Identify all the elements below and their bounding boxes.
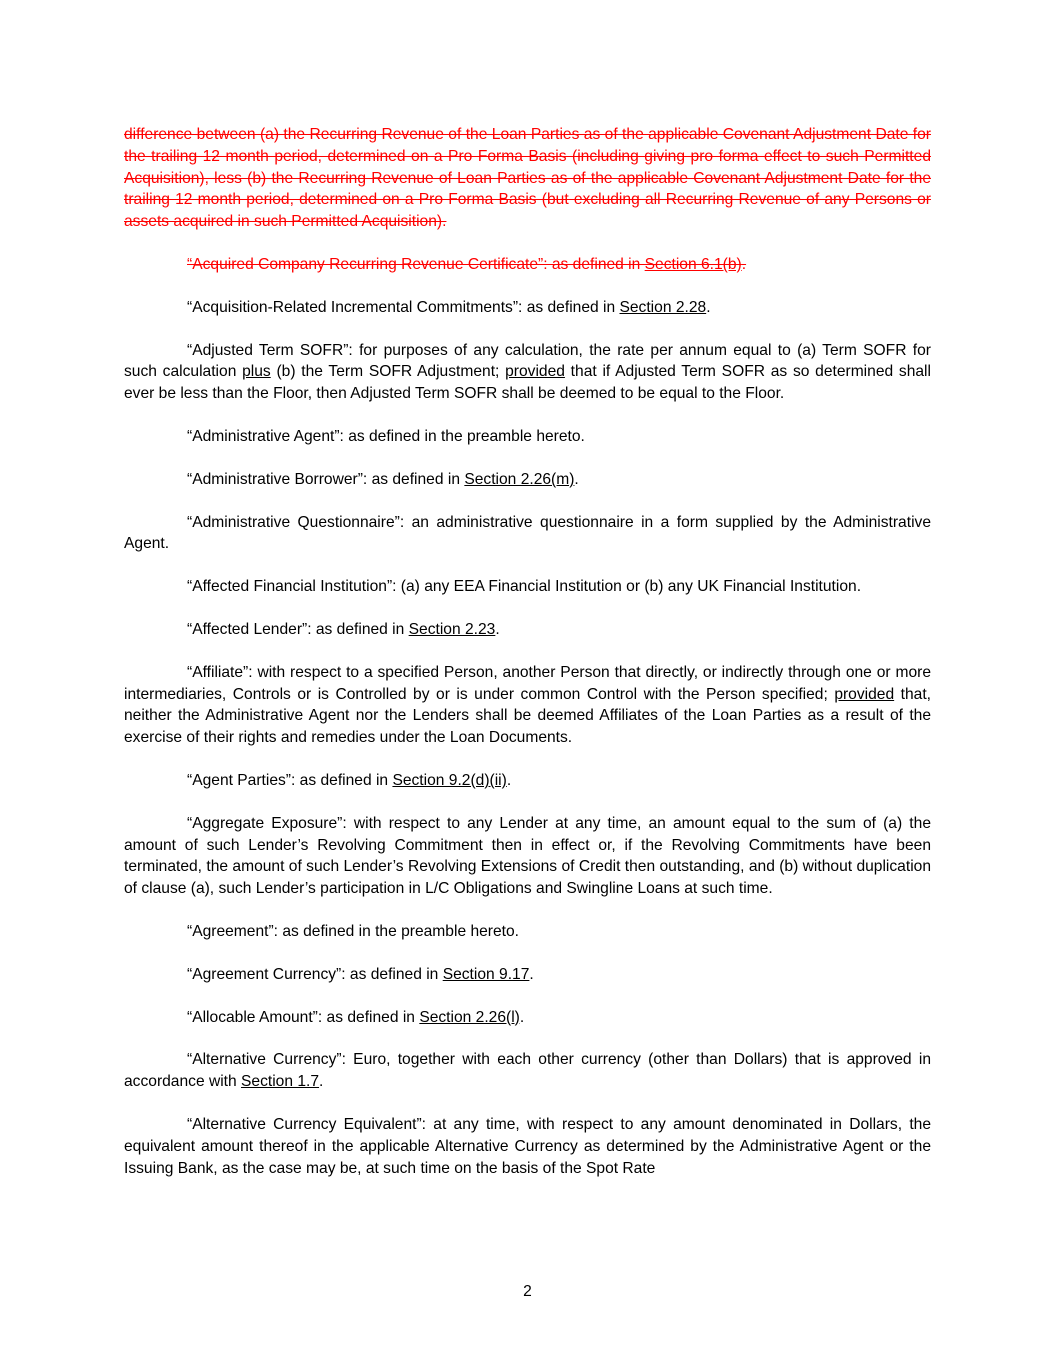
cross-reference: Section 2.23 [408,620,496,638]
definition-paragraph [124,469,931,491]
text-run: “Agreement Currency”: as defined in [187,965,443,983]
text-run: “Alternative Currency”: Euro, together with each other currency (other than Dollars) that is approved in accordance with [124,1051,931,1091]
definition-paragraph [124,619,931,641]
text-run: “Administrative Agent”: as defined in the preamble hereto. [187,427,585,445]
definition-paragraph [124,512,931,556]
document-body [124,124,931,1200]
text-run: “Affected Lender”: as defined in [187,620,409,638]
text-run: . [706,298,711,316]
text-run: “Affiliate”: with respect to a specified Person, another Person that directly, or indirectly through one or more intermediaries, Controls or is Controlled by or is under common Control with the Person specified; [124,663,931,703]
text-run: “Agent Parties”: as defined in [187,771,393,789]
definition-paragraph [124,662,931,749]
text-run: “Adjusted Term SOFR”: for purposes of any calculation, the rate per annum equal to (a) Term SOFR for such calculation [124,341,931,381]
definition-paragraph [124,1114,931,1179]
deleted-definition-paragraph [124,124,931,233]
cross-reference: Section 2.26(m) [464,470,575,488]
definition-paragraph [124,964,931,986]
text-run: . [574,470,579,488]
text-run: . [741,255,747,273]
text-run: “Administrative Borrower”: as defined in [187,470,465,488]
text-run: difference between (a) the Recurring Revenue of the Loan Parties as of the applicable Covenant Adjustment Date for the trailing 12 month period, determined on a Pro Forma Basis (including giving pro forma effect to such Permitted Acquisition), less (b) the Recurring Revenue of Loan Parties as of the applicable Covenant Adjustment Date for the trailing 12 month period, determined on a Pro Forma Basis (but excluding all Recurring Revenue of any Persons or assets acquired in such Permitted Acquisition). [124,126,931,231]
text-run: that, neither the Administrative Agent nor the Lenders shall be deemed Affiliates of the Loan Parties as a result of the exercise of their rights and remedies under the Loan Documents. [124,685,931,747]
text-run: “Acquisition-Related Incremental Commitments”: as defined in [187,298,620,316]
cross-reference: Section 9.2(d)(ii) [392,771,507,789]
text-run: “Allocable Amount”: as defined in [187,1008,420,1026]
cross-reference: plus [242,363,271,381]
definition-paragraph [124,576,931,598]
cross-reference: Section 9.17 [442,965,530,983]
cross-reference: Section 2.28 [619,298,707,316]
text-run: (b) the Term SOFR Adjustment; [270,363,506,381]
text-run: . [319,1073,324,1091]
definition-paragraph [124,1049,931,1093]
cross-reference: Section 6.1(b) [644,255,742,273]
text-run: . [495,620,500,638]
definition-paragraph [124,813,931,900]
definition-paragraph [124,426,931,448]
text-run: “Administrative Questionnaire”: an administrative questionnaire in a form supplied by the Administrative Agent. [124,513,931,553]
text-run: “Agreement”: as defined in the preamble hereto. [187,922,519,940]
text-run: “Acquired Company Recurring Revenue Certificate”: as defined in [187,255,645,273]
text-run: “Aggregate Exposure”: with respect to any Lender at any time, an amount equal to the sum of (a) the amount of such Lender’s Revolving Commitment then in effect or, if the Revolving Commitments have been terminated, the amount of such Lender’s Revolving Extensions of Credit then outstanding, and (b) without duplication of clause (a), such Lender’s participation in L/C Obligations and Swingline Loans at such time. [124,814,931,898]
text-run: “Alternative Currency Equivalent”: at any time, with respect to any amount denominated in Dollars, the equivalent amount thereof in the applicable Alternative Currency as determined by the Administrative Agent or the Issuing Bank, as the case may be, at such time on the basis of the Spot Rate [124,1115,931,1177]
cross-reference: Section 1.7 [241,1073,320,1091]
text-run: . [519,1008,525,1026]
definition-paragraph [124,1007,931,1029]
page-number: 2 [523,1283,532,1300]
cross-reference: provided [834,685,895,703]
cross-reference: Section 2.26(l) [419,1008,520,1026]
definition-paragraph [124,921,931,943]
text-run: . [529,965,534,983]
text-run: that if Adjusted Term SOFR as so determined shall ever be less than the Floor, then Adjusted Term SOFR shall be deemed to be equal to the Floor. [124,363,931,403]
text-run: . [506,771,512,789]
text-run: “Affected Financial Institution”: (a) any EEA Financial Institution or (b) any UK Financial Institution. [187,578,862,596]
definition-paragraph [124,770,931,792]
definition-paragraph [124,297,931,319]
deleted-definition-paragraph [124,254,931,276]
definition-paragraph [124,340,931,405]
cross-reference: provided [505,363,565,381]
